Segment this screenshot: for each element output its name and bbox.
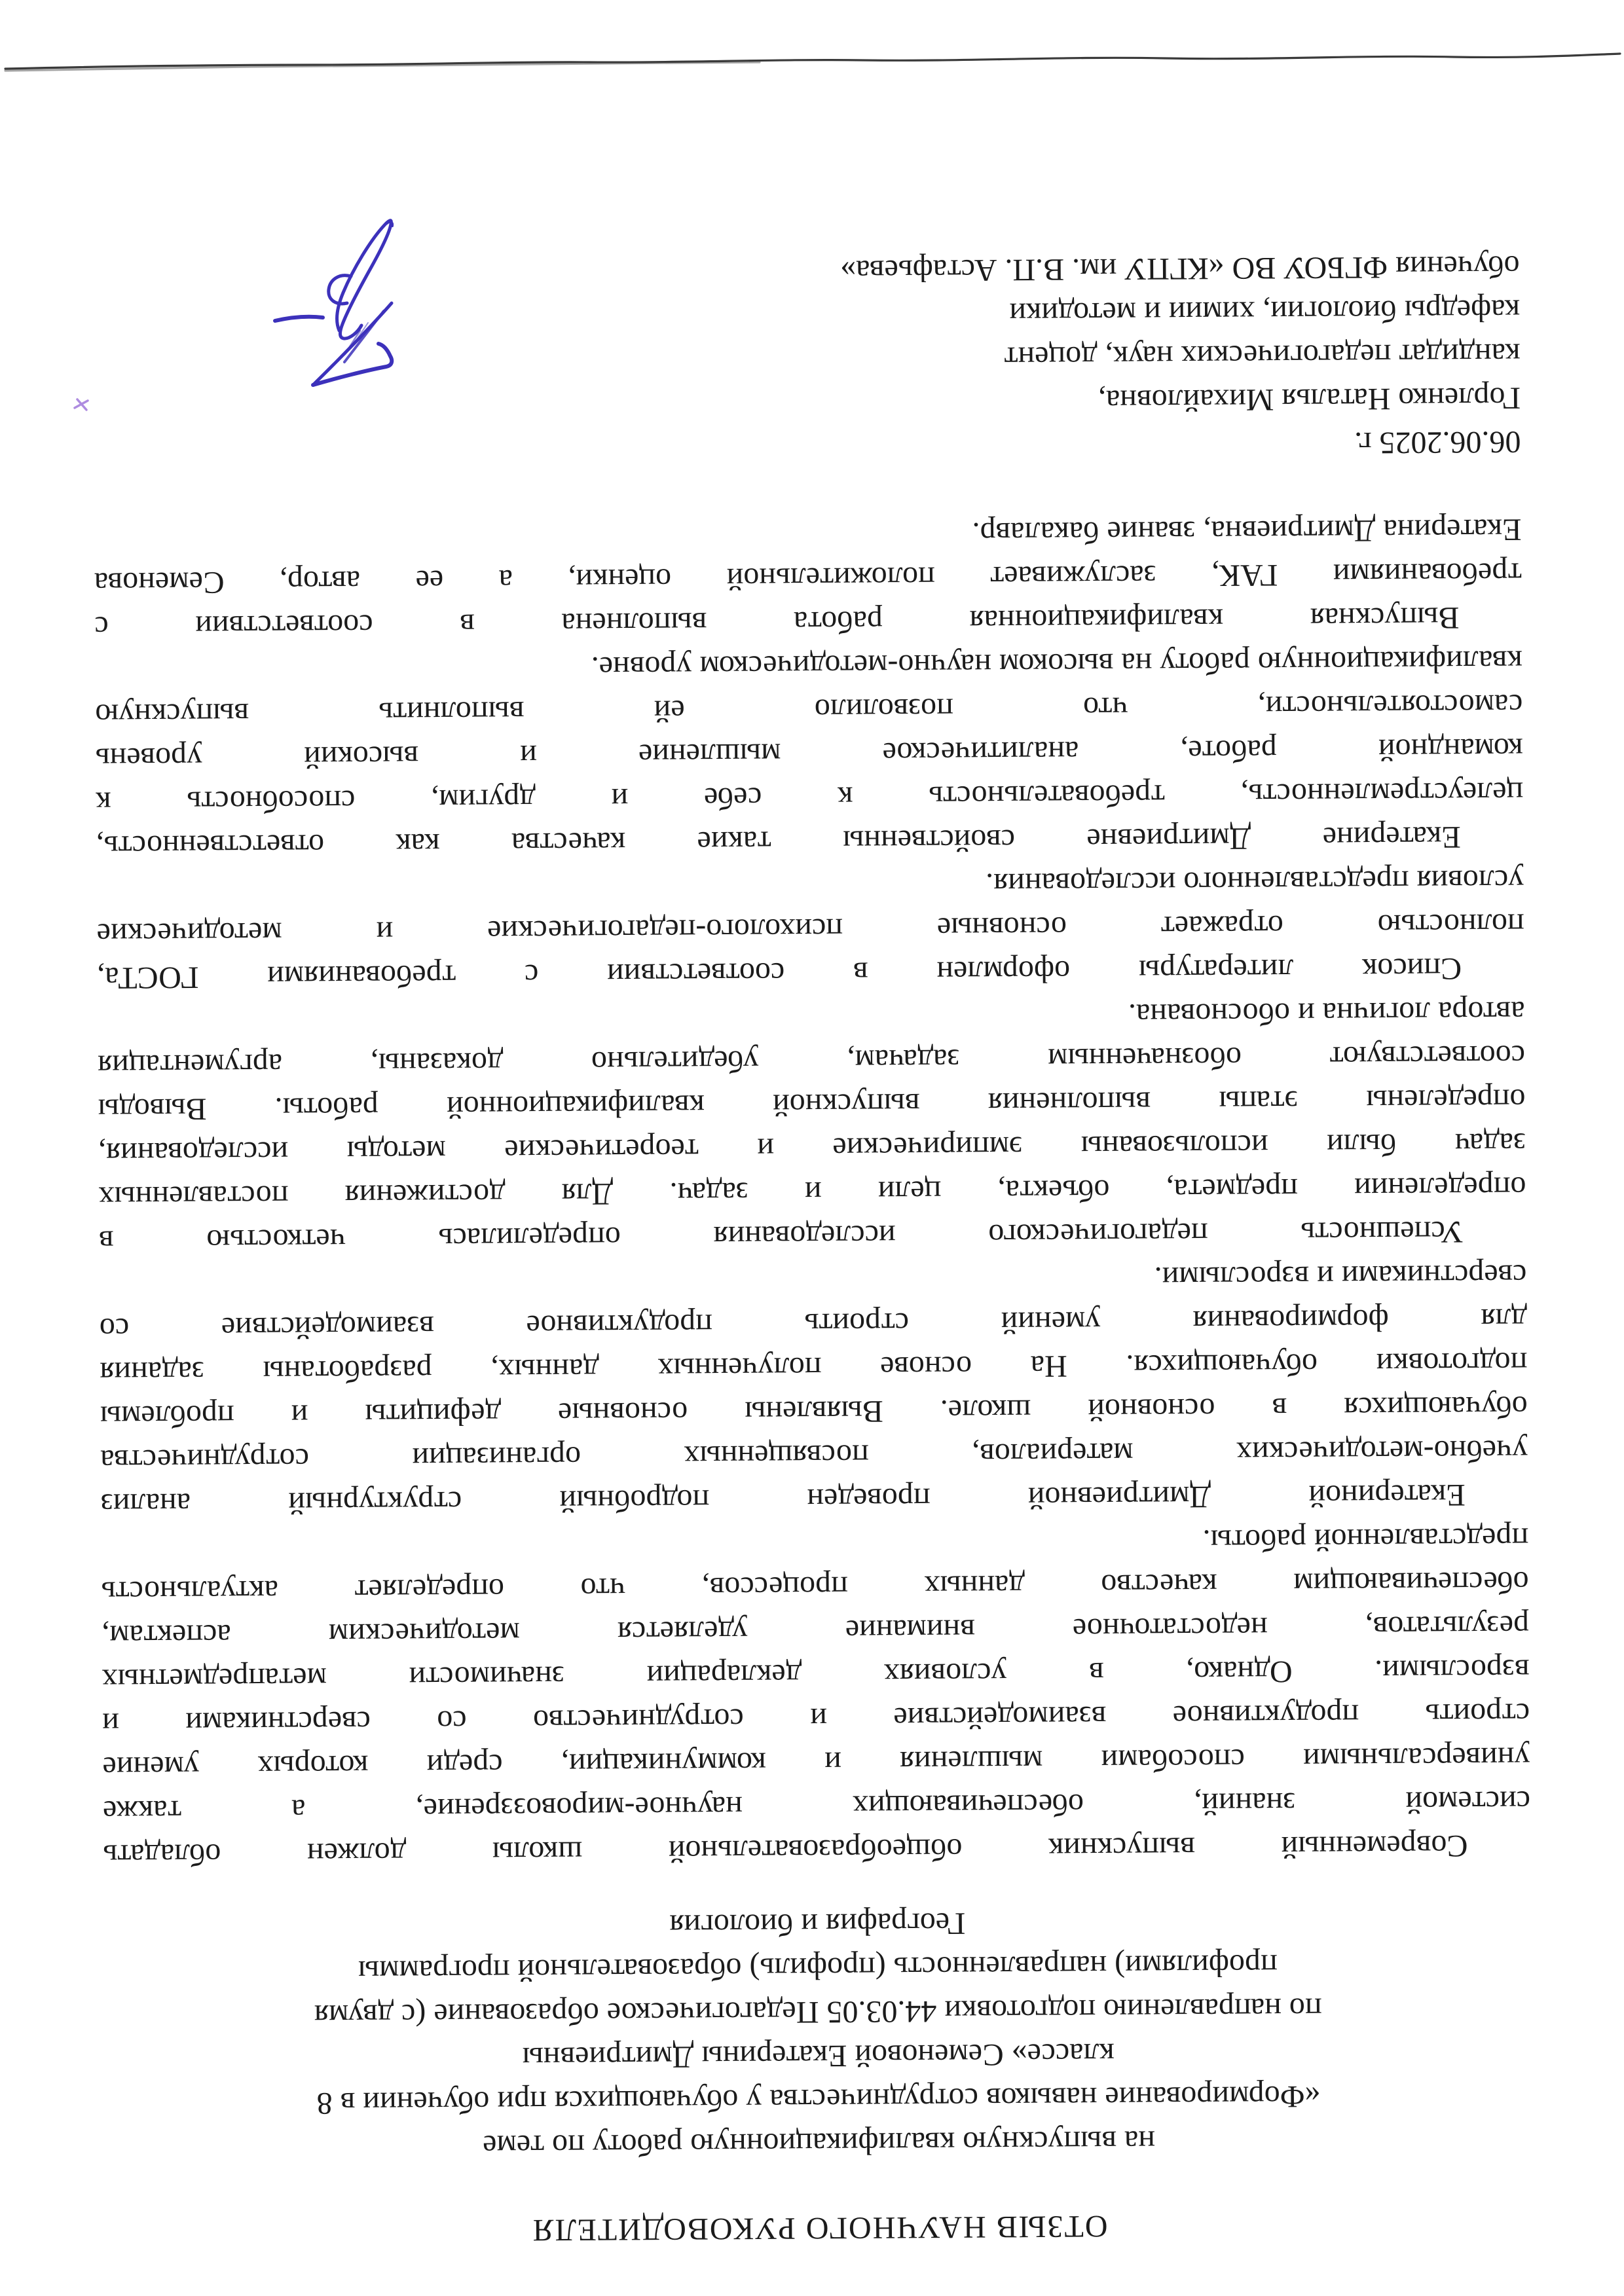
body-line: взрослыми. Однако, в условиях декларации значимости метапредметных (101, 1652, 1530, 1698)
body-line: требованиями ГАК, заслуживает положительной оценки, а ее автор, Семенова (94, 556, 1522, 601)
body-line: строить продуктивное взаимодействие и сотрудничество со сверстниками и (101, 1696, 1530, 1741)
body-line: универсальными способами мышления и коммуникации, среди которых умение (102, 1740, 1530, 1785)
body-line: командной работе, аналитическое мышление и высокий уровень (95, 731, 1523, 776)
signoff-line: кафедры биологии, химии и методики (1009, 293, 1521, 331)
body-line: квалификационную работу на высоком научно-методическом уровне. (591, 644, 1523, 685)
signoff-line: кандидат педагогических наук, доцент (1004, 337, 1521, 375)
body-line: целеустремленность, требовательность к себе и другим, способность к (96, 775, 1524, 820)
document-header (103, 1897, 1533, 2170)
body-line: условия представленного исследования. (986, 863, 1524, 902)
body-line: результатов, недостаточное внимание уделяется методическим аспектам, (101, 1609, 1530, 1654)
signoff-line: обучения ФГБОУ ВО «КГПУ им. В.П. Астафьева» (840, 249, 1520, 289)
signoff-block (92, 244, 1521, 429)
body-line: Екатерина Дмитриевна, звание бакалавр. (972, 512, 1522, 551)
body-line: задач были использованы эмпирические и теоретические методы исследования, (98, 1126, 1526, 1171)
body-line: подготовки обучающихся. На основе полученных данных, разработаны задания (100, 1345, 1528, 1391)
body-line: автора логична и обоснована. (1128, 994, 1525, 1032)
body-line: учебно-методических материалов, посвященных организации сотрудничества (100, 1433, 1528, 1478)
body-line: обеспечивающим качество данных процессов, что определяет актуальность (101, 1565, 1529, 1610)
body-line: Екатериной Дмитриевной проведен подробный структурный анализ (100, 1478, 1466, 1522)
header-line: по направлению подготовки 44.03.05 Педагогическое образование (с двумя (314, 1991, 1322, 2033)
body-line: представленной работы. (1202, 1521, 1529, 1558)
header-line: классе» Семеновой Екатерины Дмитриевны (522, 2036, 1115, 2076)
header-line: «Формирование навыков сотрудничества у обучающихся при обучении в 8 (316, 2079, 1321, 2121)
body-line: сверстниками и взрослыми. (1154, 1258, 1527, 1296)
document-title: ОТЗЫВ НАУЧНОГО РУКОВОДИТЕЛЯ (531, 2208, 1108, 2248)
body-line: Екатерине Дмитриевне свойственны такие качества как ответственность, (96, 820, 1461, 864)
header-line: профилями) направленность (профиль) образовательной программы (358, 1948, 1278, 1989)
body-line: определении предмета, объекта, цели и задач. Для достижения поставленных (98, 1170, 1526, 1215)
header-line: на выпускную квалификационную работу по теме (483, 2124, 1156, 2164)
header-line: География и биология (669, 1906, 966, 1943)
body-line: полностью отражает основные психолого-педагогические и методические (96, 907, 1524, 952)
body-line: соответствуют обозначенным задачам, убедительно доказаны, аргументация (97, 1038, 1526, 1084)
body-line: обучающихся в основной школе. Выявлены основные дефициты и проблемы (100, 1389, 1528, 1434)
body-line: Список литературы оформлен в соответствии с требованиями ГОСТа, (96, 951, 1462, 996)
document-body (94, 507, 1530, 1877)
body-line: определены этапы выполнения выпускной квалификационной работы. Выводы (98, 1082, 1526, 1127)
body-line: Успешность педагогического исследования определилась четкостью в (98, 1214, 1464, 1259)
signoff-line: Горленко Наталья Михайловна, (1098, 380, 1521, 418)
body-line: Выпускная квалификационная работа выполнена в соответствии с (94, 600, 1460, 645)
body-line: Современный выпускник общеобразовательной школы должен обладать (103, 1829, 1468, 1873)
body-line: самостоятельности, что позволило ей выполнить выпускную (95, 687, 1523, 733)
body-line: системой знаний, обеспечивающих научное-мировоззрение, а также (102, 1784, 1531, 1829)
date: 06.06.2025 г. (1354, 424, 1521, 461)
body-line: для формирования умений строить продуктивное взаимодействие со (99, 1302, 1528, 1347)
